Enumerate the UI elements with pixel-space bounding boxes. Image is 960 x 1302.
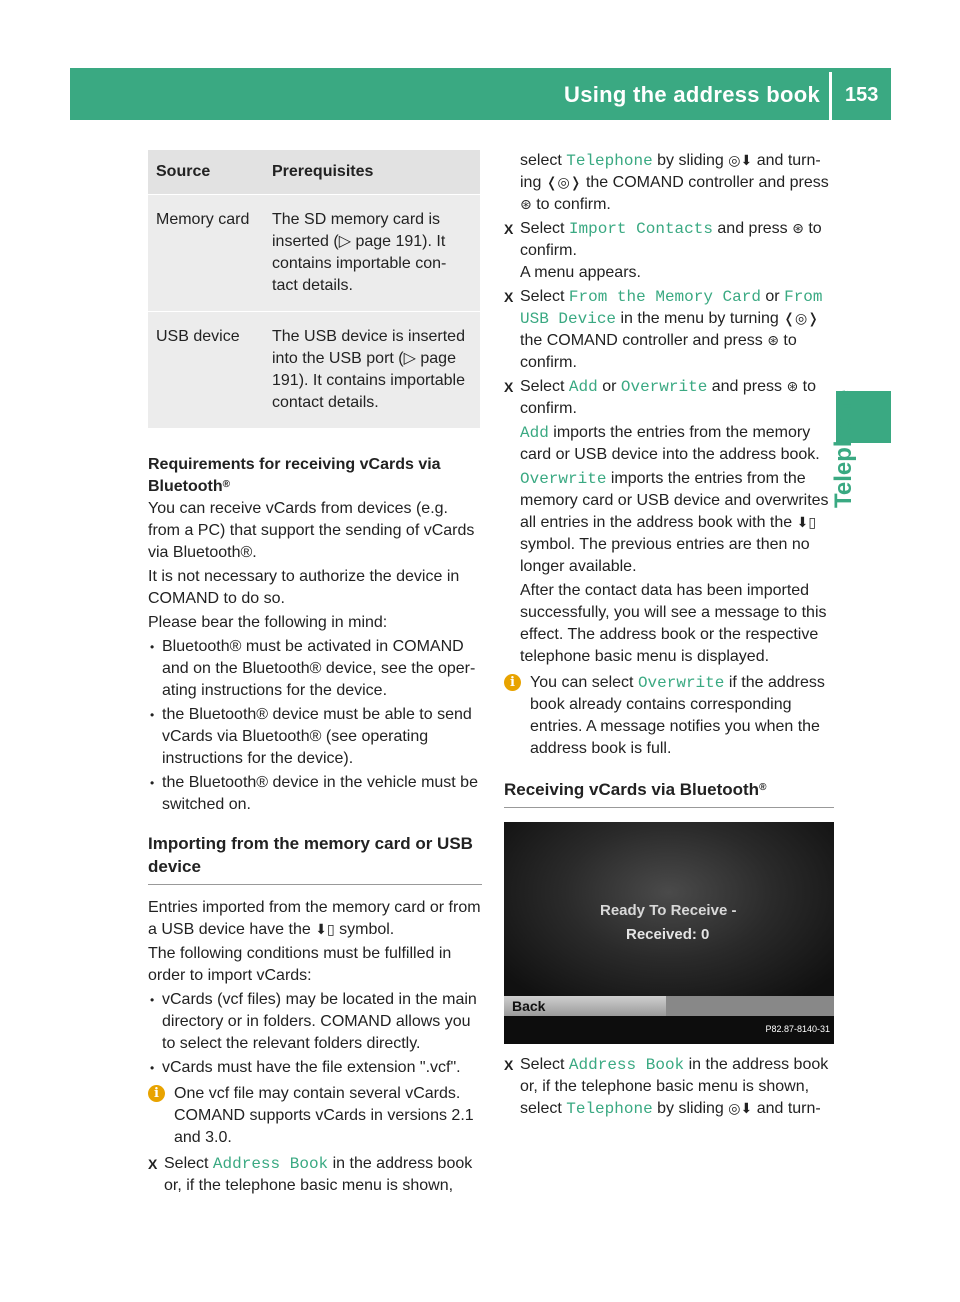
add-description: Add imports the entries from the memory card or USB device into the address book. xyxy=(520,424,820,463)
imported-symbol-icon: ⬇▯ xyxy=(796,515,817,531)
requirements-text-2: It is not necessary to authorize the device in COMAND to do so. xyxy=(148,568,460,607)
screen-received-count: Received: 0 xyxy=(626,926,710,943)
slide-down-icon: ◎⬇ xyxy=(728,1101,753,1117)
left-column xyxy=(148,150,482,1199)
step-item: X Select Add or Overwrite and press ⊛ to confirm. xyxy=(504,376,834,420)
requirements-text-3: Please bear the following in mind: xyxy=(148,614,388,631)
table-cell-source: USB device xyxy=(148,312,264,429)
table-row xyxy=(148,312,480,429)
import-heading: Importing from the memory card or USB device xyxy=(148,832,482,885)
prerequisites-table xyxy=(148,150,480,428)
overwrite-description: Overwrite imports the entries from the memory card or USB device and overwrites all entries in the address book with the ⬇▯ symbol. The previous entries are then no longer available. xyxy=(520,470,829,575)
list-item: • the Bluetooth® device in the vehicle must be switched on. xyxy=(148,772,482,816)
press-controller-icon: ⊛ xyxy=(767,333,779,349)
screen-status: Ready To Receive - xyxy=(600,902,737,919)
requirements-text: You can receive vCards from devices (e.g. from a PC) that support the sending of vCards via Bluetooth®. xyxy=(148,500,475,561)
after-import-text: After the contact data has been imported successfully, you will see a message to this effect. The address book or the respective telephone basic menu is displayed. xyxy=(520,582,827,665)
list-item: • Bluetooth® must be activated in COMAND and on the Bluetooth® device, see the oper-ating instructions for the device. xyxy=(148,636,482,702)
info-icon: i xyxy=(148,1085,165,1102)
list-item: • vCards (vcf files) may be located in the main directory or in folders. COMAND allows you to select the relevant folders directly. xyxy=(148,989,482,1055)
figure-code: P82.87-8140-31 xyxy=(765,1024,830,1034)
page-title: Using the address book xyxy=(564,82,820,107)
table-row xyxy=(148,195,480,312)
press-controller-icon: ⊛ xyxy=(520,197,532,213)
imported-symbol-icon: ⬇▯ xyxy=(315,922,335,938)
table-cell-prerequisite: The SD memory card is inserted (▷ page 191). It contains importable con-tact details. xyxy=(264,195,480,312)
step-item: X Select From the Memory Card or From USB Device in the menu by turning ❬◎❭ the COMAND controller and press ⊛ to confirm. xyxy=(504,286,834,374)
press-controller-icon: ⊛ xyxy=(792,221,804,237)
list-item: • vCards must have the file extension ".vcf". xyxy=(148,1057,482,1079)
import-text: Entries imported from the memory card or from a USB device have the ⬇▯ symbol. xyxy=(148,899,481,938)
info-note: i One vcf file may contain several vCards. COMAND supports vCards in versions 2.1 and 3.0. xyxy=(148,1083,482,1149)
table-cell-prerequisite: The USB device is inserted into the USB port (▷ page 191). It contains importable contact details. xyxy=(264,312,480,429)
step-item: X Select Address Book in the address book or, if the telephone basic menu is shown, select Telephone by sliding ◎⬇ and turn- xyxy=(504,1054,834,1120)
step-item: X Select Address Book in the address book or, if the telephone basic menu is shown, xyxy=(148,1153,482,1197)
receiving-heading: Receiving vCards via Bluetooth® xyxy=(504,778,834,808)
page-number: 153 xyxy=(845,84,879,106)
display-screenshot xyxy=(504,822,834,1044)
requirements-heading: Requirements for receiving vCards via Bluetooth® xyxy=(148,456,441,495)
info-icon: i xyxy=(504,674,521,691)
header-divider xyxy=(829,72,832,120)
back-button: Back xyxy=(504,996,666,1016)
section-label: Telephone xyxy=(830,389,857,508)
turn-controller-icon: ❬◎❭ xyxy=(783,311,819,327)
info-note: i You can select Overwrite if the address book already contains corresponding entries. A message notifies you when the address book is full. xyxy=(504,672,834,760)
table-header-prerequisites: Prerequisites xyxy=(264,150,480,195)
list-item: • the Bluetooth® device must be able to send vCards via Bluetooth® (see operating instructions for the device). xyxy=(148,704,482,770)
table-cell-source: Memory card xyxy=(148,195,264,312)
slide-down-icon: ◎⬇ xyxy=(728,153,753,169)
turn-controller-icon: ❬◎❭ xyxy=(545,175,582,191)
table-header-source: Source xyxy=(148,150,264,195)
right-column xyxy=(504,150,834,1122)
step-continuation: select Telephone by sliding ◎⬇ and turn-ing ❬◎❭ the COMAND controller and press ⊛ to confirm. xyxy=(520,152,829,213)
import-text-2: The following conditions must be fulfilled in order to import vCards: xyxy=(148,945,452,984)
press-controller-icon: ⊛ xyxy=(786,379,799,395)
step-item: X Select Import Contacts and press ⊛ to confirm. A menu appears. xyxy=(504,218,834,284)
